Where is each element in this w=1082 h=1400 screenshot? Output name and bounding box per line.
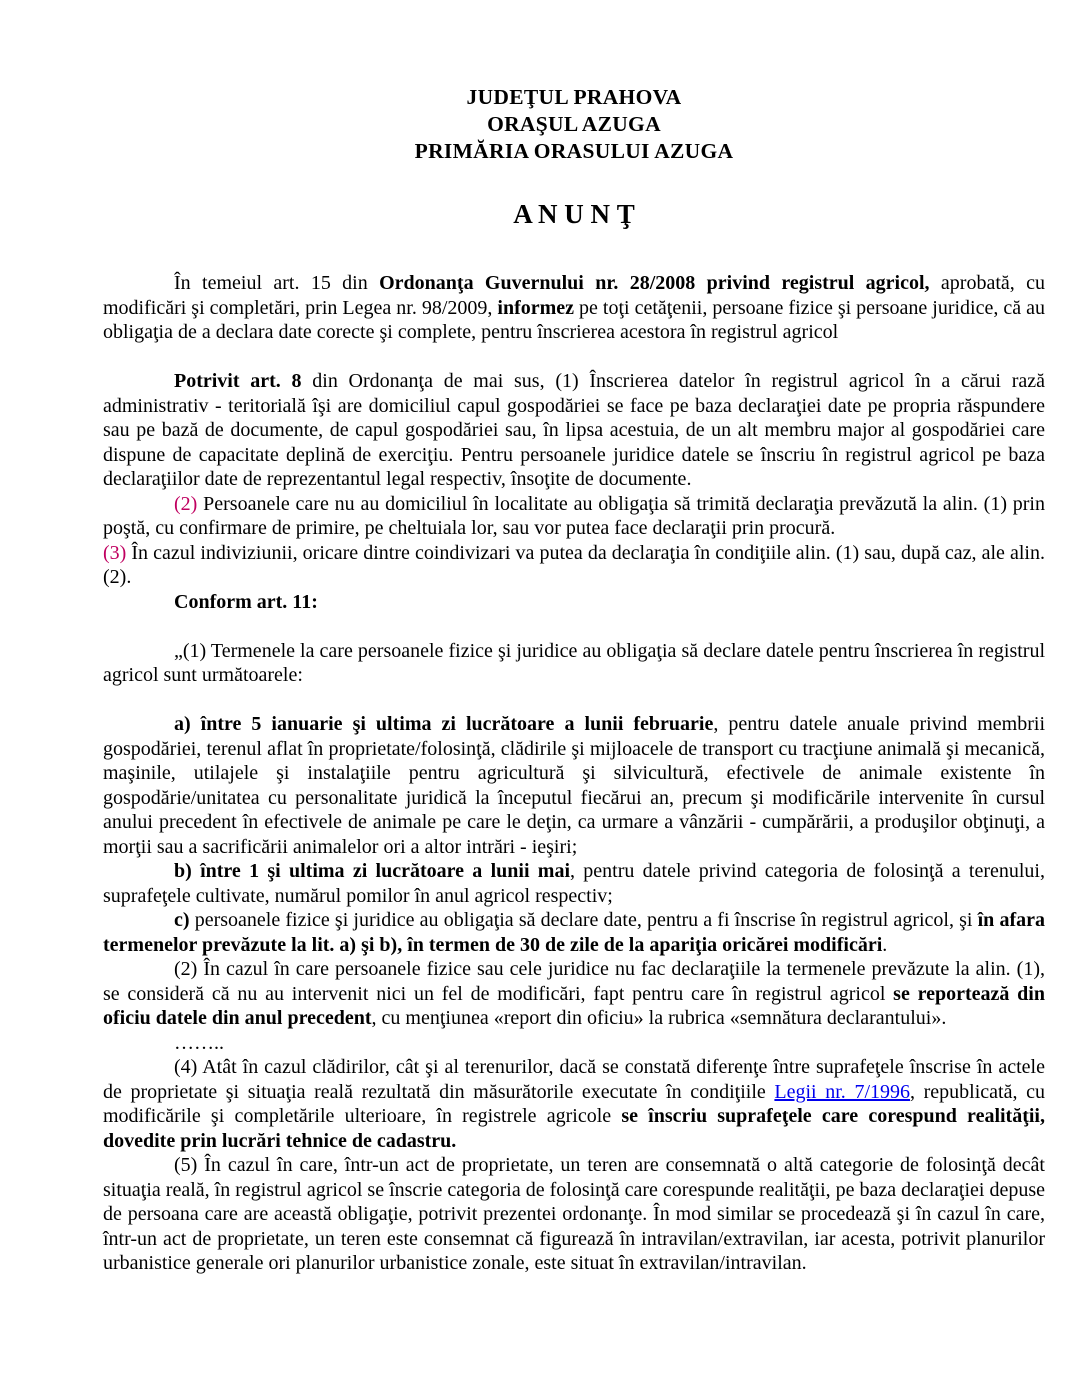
paragraph-intro <box>103 271 1045 345</box>
text-run: aprobată, cu modificări şi completări, prin Legea nr. 98/2009, <box>103 272 1046 319</box>
text-run: (5) În cazul în care, într-un act de proprietate, un teren are consemnată o altă categorie de folosinţă decât situaţia reală, în registrul agricol se înscrie categoria de folosinţă care corespunde realităţii, pe baza declaraţiei depuse de persoana care are această obligaţie, potrivit prezentei ordonanţe. În mod similar se procedează şi în cazul în care, într-un act de proprietate, un teren este consemnat că figurează în intravilan/extravilan, iar acesta, potrivit planurilor urbanistice generale ori planurilor urbanistice zonale, este situat în extravilan/intravilan. <box>103 1154 1045 1274</box>
text-run: c) <box>174 909 190 931</box>
paragraph-art8-alin2 <box>103 492 1045 541</box>
text-run: Conform art. 11: <box>174 590 318 613</box>
red-numeral: (2) <box>174 492 198 515</box>
text-run: b) între 1 şi ultima zi lucrătoare a lunii mai <box>174 860 571 882</box>
text-run: , cu menţiunea «report din oficiu» la rubrica «semnătura declarantului». <box>371 1007 947 1029</box>
paragraph-termen-c <box>103 908 1045 957</box>
header-city: ORAŞUL AZUGA <box>487 112 661 136</box>
text-run: …….. <box>174 1031 224 1054</box>
text-run: persoanele fizice şi juridice au obligaţia să declare date, pentru a fi înscrise în registrul agricol, şi <box>189 909 978 931</box>
text-run: Ordonanţa Guvernului nr. 28/2008 privind registrul agricol, <box>379 272 930 294</box>
document-header <box>103 84 1045 165</box>
header-county: JUDEŢUL PRAHOVA <box>466 85 682 109</box>
text-run: (2) În cazul în care persoanele fizice sau cele juridice nu fac declaraţiile la termenele prevăzute la alin. (1), se consideră că nu au intervenit nici un fel de modificări, fapt pentru care în registrul agricol <box>103 958 1045 1005</box>
header-institution: PRIMĂRIA ORASULUI AZUGA <box>414 139 734 163</box>
paragraph-termen-a <box>103 712 1045 859</box>
text-run: Persoanele care nu au domiciliul în localitate au obligaţia să trimită declaraţia prevăzută la alin. (1) prin poştă, cu confirmare de primire, pe cheltuiala lor, sau vor putea face declaraţii prin procură. <box>103 492 1045 539</box>
paragraph-alin5 <box>103 1153 1045 1276</box>
text-run: , pentru datele privind categoria de folosinţă a terenului, suprafeţele cultivate, numărul pomilor în anul agricol respectiv; <box>103 860 1045 907</box>
paragraph-ellipsis <box>103 1031 1045 1056</box>
text-run: „(1) Termenele la care persoanele fizice şi juridice au obligaţia să declare datele pentru înscrierea în registrul agricol sunt următoarele: <box>103 639 1045 686</box>
text-run: . <box>882 933 888 956</box>
text-run: , republicată, cu modificările şi completările ulterioare, în registrele agricole <box>103 1080 1045 1127</box>
paragraph-art11-alin1 <box>103 639 1045 688</box>
text-run: , pentru datele anuale privind membrii gospodăriei, terenul aflat în proprietate/folosinţă, clădirile şi mijloacele de transport cu tracţiune animală şi mecanică, maşinile, utilajele şi instalaţiile pentru agricultură şi silvicultură, efectivele de animale existente în gospodărie/unitatea cu personalitate juridică la începutul fiecărui an, precum şi modificările intervenite în cursul anului precedent în efectivele de animale pe care le deţin, ca urmare a vânzării - cumpărării, a produşilor obţinuţi, a morţii sau a sacrificării animalelor ori a altor intrări - ieşiri; <box>103 713 1045 858</box>
text-run: În temeiul art. 15 din <box>174 272 380 294</box>
red-numeral: (3) <box>103 541 127 564</box>
law-link[interactable]: Legii nr. 7/1996 <box>774 1080 910 1103</box>
text-run: pe toţi cetăţenii, persoane fizice şi persoane juridice, că au obligaţia de a declara date corecte şi complete, pentru înscrierea acestora în registrul agricol <box>103 296 1045 343</box>
text-run: în afara termenelor prevăzute la lit. a) şi b), în termen de 30 de zile de la apariţia oricărei modificări <box>103 909 1045 956</box>
page-title: A N U N Ţ <box>513 199 635 229</box>
text-run: (4) Atât în cazul clădirilor, cât şi al terenurilor, dacă se constată diferenţe între suprafeţele înscrise în actele de proprietate şi situaţia reală rezultată din măsurătorile executate în condiţiile <box>103 1056 1045 1103</box>
text-run: În cazul indiviziunii, oricare dintre coindivizari va putea da declaraţia în condiţiile alin. (1) sau, după caz, ale alin. (2). <box>103 541 1045 588</box>
paragraph-conform-art11 <box>103 590 1045 615</box>
text-run: se înscriu suprafeţele care corespund realităţii, dovedite prin lucrări tehnice de cadastru. <box>103 1105 1045 1152</box>
paragraph-alin2-report <box>103 957 1045 1031</box>
paragraph-art8-alin1 <box>103 369 1045 492</box>
text-run: se reportează din oficiu datele din anul precedent <box>103 982 1045 1029</box>
paragraph-alin4 <box>103 1055 1045 1153</box>
paragraph-art8-alin3 <box>103 541 1045 590</box>
text-run: informez <box>497 296 575 319</box>
document-body <box>103 271 1045 1276</box>
paragraph-termen-b <box>103 859 1045 908</box>
text-run: din Ordonanţa de mai sus, (1) Înscrierea datelor în registrul agricol în a cărui rază administrativ - teritorială îşi are domiciliul capul gospodăriei se face pe baza declaraţiei date pe propria răspundere sau pe bază de documente, de capul gospodăriei sau, în lipsa acestuia, de un alt membru major al gospodăriei care dispune de capacitate deplină de exerciţiu. Pentru persoanele juridice datele se înscriu în registrul agricol pe baza declaraţiilor date de reprezentantul legal respectiv, însoţite de documente. <box>103 370 1045 490</box>
text-run: Potrivit art. 8 <box>174 370 302 392</box>
text-run: a) între 5 ianuarie şi ultima zi lucrătoare a lunii februarie <box>174 713 714 735</box>
